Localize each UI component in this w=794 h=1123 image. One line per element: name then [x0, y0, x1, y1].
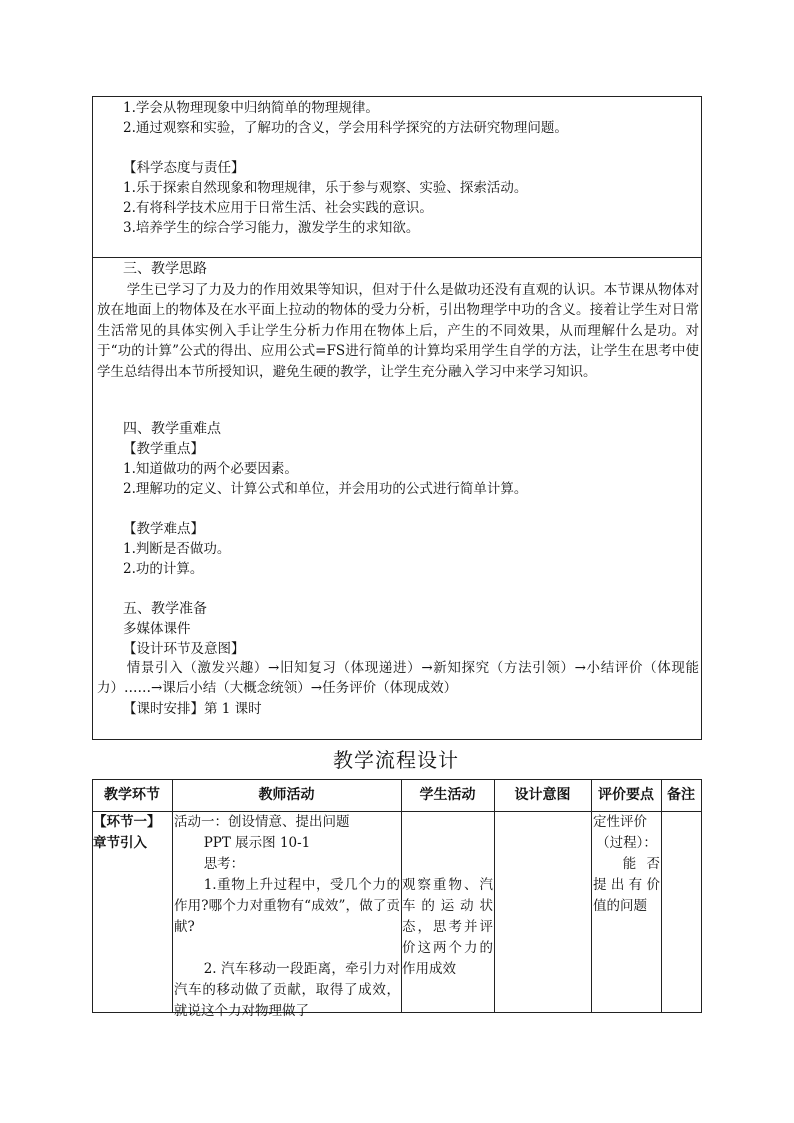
teacher-activity-cell	[174, 812, 400, 1022]
design-heading: 【设计环节及意图】	[123, 641, 245, 657]
ppt-line: PPT 展示图 10-1	[203, 835, 311, 851]
attitude-line-2: 2.有将科学技术应用于日常生活、社会实践的意识。	[123, 200, 433, 216]
stage-label: 【环节一】	[93, 814, 161, 830]
student-activity-cell: 观察重物、汽车的运动状态，思考并评价这两个力的作用成效	[402, 877, 493, 977]
attitude-line-3: 3.培养学生的综合学习能力，激发学生的求知欲。	[123, 220, 420, 236]
section3-paragraph: 学生已学习了力及力的作用效果等知识，但对于什么是做功还没有直观的认识。本节课从物体对放在地面上的物体及在水平面上拉动的物体的受力分析，引出物理学中功的含义。接着让学生对日常生活常见的具体实例入手让学生分析力作用在物体上后，产生的不同效果，从而理解什么是功。对于“功的计算”公式的得出、应用公式=FS进行简单的计算均采用学生自学的方法，让学生在思考中使学生总结得出本节所授知识，避免生硬的教学，让学生充分融入学习中来学习知识。	[97, 282, 699, 380]
flow-title-row	[92, 739, 700, 779]
lesson-plan-page	[92, 96, 702, 1019]
flow-table	[92, 779, 702, 1019]
header-stage: 教学环节	[104, 787, 160, 803]
section4-heading: 四、教学重难点	[123, 421, 221, 437]
difficulty-1: 1.判断是否做功。	[123, 541, 231, 557]
section3-heading: 三、教学思路	[123, 261, 207, 277]
difficulty-heading: 【教学难点】	[123, 521, 204, 537]
header-student-activity: 学生活动	[419, 787, 476, 803]
header-design-intent: 设计意图	[514, 787, 571, 803]
eval-line-3: 能否提出有价值的问题	[593, 856, 660, 914]
difficulty-2: 2.功的计算。	[123, 561, 204, 577]
eval-line-1: 定性评价	[593, 814, 647, 830]
schedule-line: 【课时安排】第 1 课时	[123, 701, 262, 717]
media-line: 多媒体课件	[123, 621, 191, 637]
question-2: 2. 汽车移动一段距离，牵引力对汽车的移动做了贡献，取得了成效，就说这个力对物理做了	[174, 961, 400, 1019]
section-divider	[93, 257, 701, 258]
header-teacher-activity: 教师活动	[258, 787, 315, 803]
eval-points-cell	[593, 812, 660, 917]
section5-heading: 五、教学准备	[123, 601, 207, 617]
stage-name: 章节引入	[93, 835, 147, 851]
attitude-line-1: 1.乐于探索自然现象和物理规律，乐于参与观察、实验、探索活动。	[123, 180, 528, 196]
eval-line-2: （过程）：	[596, 835, 657, 851]
lesson-plan-upper-table	[92, 96, 702, 740]
objective-line-1: 1.学会从物理现象中归纳简单的物理规律。	[123, 100, 379, 116]
key-points-heading: 【教学重点】	[123, 441, 204, 457]
design-flow: 情景引入（激发兴趣）→旧知复习（体现递进）→新知探究（方法引领）→小结评价（体现能力）……→课后小结（大概念统领）→任务评价（体现成效）	[97, 660, 699, 697]
think-line: 思考：	[203, 856, 245, 872]
header-notes: 备注	[667, 787, 695, 803]
header-eval-points: 评价要点	[598, 787, 654, 803]
key-point-2: 2.理解功的定义、计算公式和单位，并会用功的公式进行简单计算。	[123, 481, 528, 497]
attitude-heading: 【科学态度与责任】	[123, 160, 245, 176]
flow-table-title: 教学流程设计	[333, 748, 459, 772]
key-point-1: 1.知道做功的两个必要因素。	[123, 461, 298, 477]
activity-title: 活动一：创设情意、提出问题	[174, 814, 350, 830]
stage-cell	[93, 812, 171, 854]
objective-line-2: 2.通过观察和实验，了解功的含义，学会用科学探究的方法研究物理问题。	[123, 120, 568, 136]
question-1: 1.重物上升过程中，受几个力的作用?哪个力对重物有“成效”，做了贡献?	[174, 877, 400, 935]
